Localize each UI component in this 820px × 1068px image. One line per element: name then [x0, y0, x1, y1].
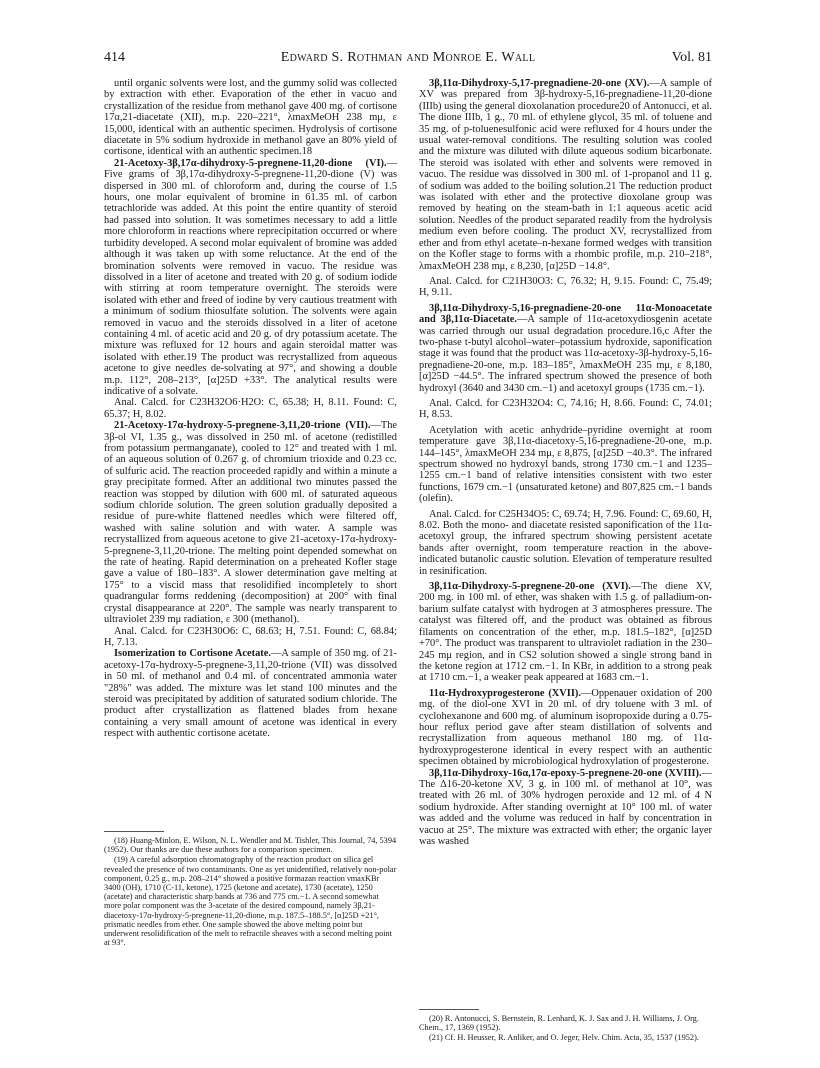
paragraph: until organic solvents were lost, and the gummy solid was collected by extraction with ether. Evaporation of the ether in vacuo and crystallization of the residue from methanol gave 400 mg. of cortisone 17α,21-diacetate (XII), m.p. 220–221°, λmaxMeOH 238 mμ, ε 15,000, identical with an authentic specimen. Hydrolysis of cortisone diacetate in 5% sodium hydroxide in methanol gave an 80% yield of cortisone, identical with an authentic specimen.18	[104, 78, 397, 158]
running-head-authors: Edward S. Rothman and Monroe E. Wall	[280, 50, 536, 65]
footnote-18: (18) Huang-Minlon, E. Wilson, N. L. Wendler and M. Tishler, This Journal, 74, 5394 (1952). Our thanks are due these authors for a comparison specimen.	[104, 836, 397, 855]
paragraph-body: —The diene XV, 200 mg. in 100 ml. of ether, was shaken with 1.5 g. of palladium-on-barium sulfate catalyst with hydrogen at 3 atmospheres pressure. The catalyst was filtered off, and the product was obtained as fibrous filaments on concentration of the ether, m.p. 181.5–182°, [α]25D +70°. The product was transparent to ultraviolet radiation in the 230–245 mμ region, and in CS2 solution showed a single strong band in the ketone region at 1712 cm.−1. In KBr, in addition to a strong peak at 1710 cm.−1, a weaker peak appeared at 1683 cm.−1.	[419, 581, 712, 684]
analysis-line: Anal. Calcd. for C23H32O4: C, 74.16; H, 8.66. Found: C, 74.01; H, 8.53.	[419, 397, 712, 421]
paragraph-body: —The Δ16-20-ketone XV, 3 g. in 100 ml. of methanol at 10°, was treated with 26 ml. of 30% hydrogen peroxide and 12 ml. of 4 N sodium hydroxide. After standing overnight at 10° 100 ml. of water was added and the volume was reduced in half by concentration in vacuo at 25°. The mixture was extracted with ether; the organic layer was washed	[419, 767, 712, 847]
paragraph-body: —A sample of 350 mg. of 21-acetoxy-17α-hydroxy-5-pregnene-3,11,20-trione (VII) was dissolved in 50 ml. of methanol and 0.4 ml. of concentrated ammonia water "28%" was added. The mixture was let stand 100 minutes and the steroid was precipitated by addition of saturated sodium chloride. The product after crystallization as flattened blades from hexane containing a very small amount of acetone was identical in every respect with authentic cortisone acetate.	[104, 648, 397, 740]
paragraph	[104, 420, 397, 625]
compound-heading: 21-Acetoxy-3β,17α-dihydroxy-5-pregnene-11,20-dione (VI).	[114, 157, 387, 169]
left-column	[104, 78, 397, 740]
footnote-19: (19) A careful adsorption chromatography of the reaction product on silica gel revealed the presence of two contaminants. One as yet unidentified, relatively non-polar component, 0.25 g., m.p. 208–214° showed a positive formazan reaction νmaxKBr 3400 (OH), 1710 (C-11, ketone), 1725 (ketone and acetate), 1730 (acetate), 1250 (acetate) and characteristic sharp bands at 736 and 775 cm.−1. A second somewhat more polar component was the 3-acetate of the desired compound, namely 3β,21-diacetoxy-17α-hydroxy-5-pregnene-11,20-dione, m.p. 187.5–188.5°, [α]25D +21°, prismatic needles from ether. One sample showed the above melting point but underwent resolidification of the melt to refractile sheaves with a second melting point at 93°.	[104, 855, 397, 948]
paragraph	[104, 158, 397, 398]
footnote-21: (21) Cf. H. Heusser, R. Anliker, and O. Jeger, Helv. Chim. Acta, 35, 1537 (1952).	[429, 1033, 699, 1043]
paragraph	[419, 688, 712, 768]
analysis-line: Anal. Calcd. for C21H30O3: C, 76.32; H, 9.15. Found: C, 75.49; H, 9.11.	[419, 275, 712, 299]
compound-heading: 11α-Hydroxyprogesterone (XVII).	[429, 687, 581, 699]
compound-heading: 3β,11α-Dihydroxy-16α,17α-epoxy-5-pregnene-20-one (XVIII).	[429, 767, 702, 779]
paragraph-body: —The 3β-ol VI, 1.35 g., was dissolved in 250 ml. of acetone (redistilled from potassium permanganate), cooled to 12° and treated with 1 ml. of an aqueous solution of 0.267 g. of chromium trioxide and 0.23 cc. of sulfuric acid. The reaction proceeded rapidly and within a minute a gray precipitate formed. After an additional two minutes passed the reaction was stopped by dilution with 600 ml. of saturated aqueous sodium chloride solution. The green solution gradually deposited a residue of pure-white flattened needles which were filtered off, washed with saline solution and with water. A sample was recrystallized from aqueous acetone to give 21-acetoxy-17α-hydroxy-5-pregnene-3,11,20-trione. The melting point depended somewhat on the rate of heating. Rapid determination on a preheated Kofler stage gave a value of 180–183°. A slower determination gave melting at 175° to a viscid mass that resolidified incompletely to short quadrangular forms reddening (decomposition) at 200° with final crystal disappearance at 220°. The sample was nearly transparent to ultraviolet 239 mμ radiation, ε 300 (methanol).	[104, 420, 397, 626]
page-header	[104, 50, 712, 68]
section-heading: Isomerization to Cortisone Acetate.	[114, 648, 271, 660]
paragraph-body: —Oppenauer oxidation of 200 mg. of the diol-one XVI in 20 ml. of dry toluene with 3 ml. of cyclohexanone and 600 mg. of aluminum isopropoxide during a 0.75-hour reflux period gave after steam distillation of solvents and recrystallization from aqueous methanol 180 mg. of 11α-hydroxyprogesterone identical in every respect with an authentic specimen obtained by microbiological hydroxylation of progesterone.	[419, 687, 712, 768]
paragraph: Acetylation with acetic anhydride–pyridine overnight at room temperature gave 3β,11α-diacetoxy-5,16-pregnadiene-20-one, m.p. 144–145°, λmaxMeOH 234 mμ, ε 8,875, [α]25D −40.3°. The infrared spectrum showed no hydroxyl bands, strong 1730 cm.−1 and 1235–1255 cm.−1 band of relative intensities consistent with two ester functions, 1679 cm.−1 (unsaturated ketone) and 807,825 cm.−1 bands (olefin).	[419, 424, 712, 505]
compound-heading: 21-Acetoxy-17α-hydroxy-5-pregnene-3,11,20-trione (VII).	[114, 420, 371, 432]
paragraph	[419, 581, 712, 684]
left-footnotes	[104, 825, 397, 948]
compound-heading: 3β,11α-Dihydroxy-5,17-pregnadiene-20-one (XV).	[429, 78, 650, 89]
right-footnotes	[419, 1003, 712, 1044]
paragraph	[419, 303, 712, 394]
analysis-line: Anal. Calcd. for C23H32O6·H2O: C, 65.38; H, 8.11. Found: C, 65.37; H, 8.02.	[104, 397, 397, 420]
footnote-20: (20) R. Antonucci, S. Bernstein, R. Lenhard, K. J. Sax and J. H. Williams, J. Org. Chem., 17, 1369 (1952).	[419, 1014, 699, 1033]
paragraph	[419, 78, 712, 272]
paragraph	[419, 768, 712, 848]
volume-label: Vol. 81	[671, 50, 712, 65]
analysis-line: Anal. Calcd. for C25H34O5: C, 69.74; H, 7.96. Found: C, 69.60, H, 8.02. Both the mono- and diacetate resisted saponification of the 11α-acetoxyl group, the infrared spectrum showing persistent acetate bands after overnight, room temperature reaction in the above-indicated butanolic caustic solution. Elevation of temperature resulted in resinification.	[419, 508, 712, 577]
footnote-divider	[104, 831, 164, 832]
footnote-divider	[419, 1009, 479, 1010]
paragraph	[104, 648, 397, 739]
paragraph-body: —Five grams of 3β,17α-dihydroxy-5-pregnene-11,20-dione (V) was dispersed in 300 ml. of chloroform and, during the course of 1.5 hours, one molar equivalent of bromine in 61.35 ml. of carbon tetrachloride was added. At this point the entire quantity of steroid had passed into solution. It was sometimes necessary to add a little more chloroform in reactions where reprecipitation occurred or where turbidity developed. A second molar equivalent of bromine was added although it was taken up with some reluctance. At the end of the bromination solvents were removed in vacuo. The residue was dissolved in a liter of acetone and treated with 20 g. of sodium iodide with stirring at room temperature overnight. The steroids were isolated with ether and freed of iodine by very cautious treatment with a minimum of sodium thiosulfate solution. The solvents were again removed in vacuo and the steroids dissolved in a liter of acetone containing 4 ml. of acetic acid and 20 g. of dry potassium acetate. The mixture was refluxed for 12 hours and again steroidal matter was isolated with ether.19 The product was recrystallized from aqueous acetone to give needles de-solvating at 97°, and showing a double m.p. 112°, 208–213°, [α]25D +33°. The analytical results were indicative of a solvate.	[104, 157, 397, 397]
analysis-line: Anal. Calcd. for C23H30O6: C, 68.63; H, 7.51. Found: C, 68.84; H, 7.13.	[104, 625, 397, 648]
compound-heading: 3β,11α-Dihydroxy-5,16-pregnadiene-20-one 11α-Monoacetate and 3β,11α-Diacetate.	[419, 302, 712, 326]
right-column	[419, 78, 712, 847]
paragraph-body: —A sample of XV was prepared from 3β-hydroxy-5,16-pregnadiene-11,20-dione (IIIb) using the general dioxolanation procedure20 of Antonucci, et al. The dione IIIb, 1 g., 70 ml. of ethylene glycol, 35 ml. of toluene and 35 mg. of p-toluenesulfonic acid were refluxed for 4 hours under the usual water-removal conditions. The resulting solution was cooled and the mixture was diluted with dilute aqueous sodium bicarbonate. The steroid was isolated with ether and solvents were removed in vacuo. The residue was dissolved in 300 ml. of 1-propanol and 11 g. of sodium was added to the boiling solution.21 The reduction product was isolated with ether and the protective dioxolane group was removed by heating on the steam-bath in 1:1 aqueous acetic acid solution. Needles of the product separated readily from the hydrolysis medium even before cooling. The product XV, recrystallized from ether and from ethyl acetate–n-hexane formed wedges with transition on the Kofler stage to forms with a rhombic profile, m.p. 210–218°, λmaxMeOH 238 mμ, ε 8,230, [α]25D −14.8°.	[419, 78, 712, 272]
page-number: 414	[104, 50, 125, 65]
paragraph-body: —A sample of 11α-acetoxydiosgenin acetate was carried through our usual degradation procedure.16,c After the two-phase t-butyl alcohol–water–potassium hydroxide, saponification stage it was found that the product was 11α-acetoxy-3β-hydroxy-5,16-pregnadiene-20-one, m.p. 183–185°, λmaxMeOH 235 mμ, ε 8,180, [α]25D −44.5°. The infrared spectrum showed the presence of both hydroxyl (3640 and 3430 cm.−1) and acetoxyl groups (1735 cm.−1).	[419, 314, 712, 394]
compound-heading: 3β,11α-Dihydroxy-5-pregnene-20-one (XVI).	[429, 581, 631, 593]
